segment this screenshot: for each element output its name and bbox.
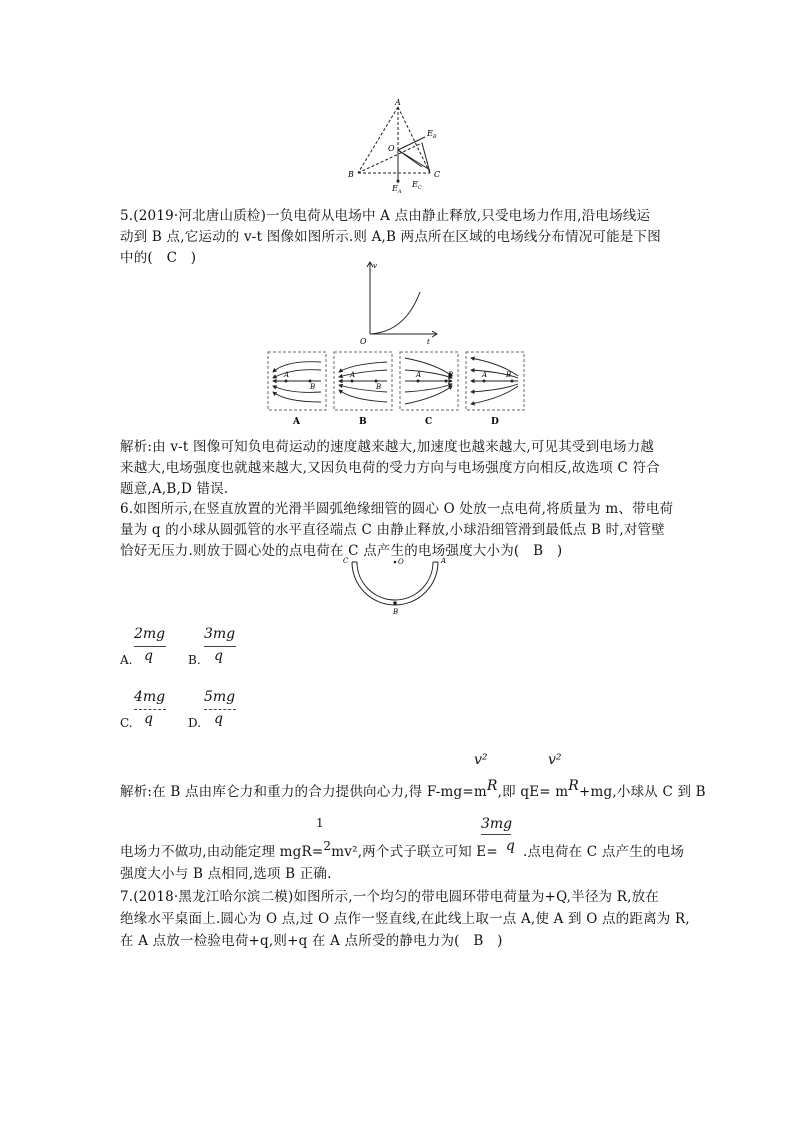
semi-label-C: C (343, 557, 349, 565)
q5-solution-line3: 题意,A,B,D 错误. (120, 481, 229, 497)
q5-solution-line2: 来越大,电场强度也就越来越大,又因负电荷的受力方向与电场强度方向相反,故选项 C 符合 (120, 460, 660, 476)
semi-label-O: O (398, 558, 404, 566)
semi-label-B: B (393, 608, 399, 616)
label-EC: $E_C$ (412, 180, 422, 191)
label-C: C (434, 170, 441, 179)
svg-text:A: A (284, 371, 290, 379)
option-label-a: A (293, 417, 300, 427)
label-B: B (348, 170, 354, 179)
svg-text:A: A (482, 371, 488, 379)
semicircle-tube-figure (340, 554, 450, 616)
vt-graph (355, 258, 445, 348)
label-EA: $E_A$ (392, 184, 402, 195)
label-EB: $E_B$ (427, 129, 437, 140)
semi-label-A: A (441, 557, 447, 565)
triangle-field-figure (340, 95, 450, 195)
q5-line2: 动到 B 点,它运动的 v-t 图像如图所示.则 A,B 两点所在区域的电场线分布情况可能是下图 (120, 229, 661, 245)
q6-line2: 量为 q 的小球从圆弧管的水平直径端点 C 由静止释放,小球沿细管滑到最低点 B 时,对管壁 (120, 522, 665, 538)
svg-text:B: B (506, 371, 512, 379)
q6-option-b[interactable]: B. 3mg q (188, 626, 236, 667)
option-panel-c (400, 352, 458, 410)
field-line-options (266, 350, 530, 430)
q7-line2: 绝缘水平桌面上.圆心为 O 点,过 O 点作一竖直线,在此线上取一点 A,使 A 到 O 点的距离为 R, (120, 911, 690, 927)
e-bar (481, 834, 511, 835)
option-panel-d (466, 352, 524, 410)
q6-option-a[interactable]: A. 2mg q (120, 626, 166, 667)
q6-solution-line3: 强度大小与 B 点相同,选项 B 正确. (120, 866, 332, 882)
v2-top-2: v² (548, 752, 562, 768)
svg-text:B: B (448, 371, 454, 379)
e-num: 3mg (481, 816, 513, 832)
q6-line3: 恰好无压力.则放于圆心处的点电荷在 C 点产生的电场强度大小为( B ) (120, 543, 563, 559)
q7-line1: 7.(2018·黑龙江哈尔滨二模)如图所示,一个均匀的带电圆环带电荷量为+Q,半径为 R,放在 (120, 889, 659, 905)
svg-text:A: A (350, 371, 356, 379)
option-panel-b (334, 352, 392, 410)
svg-text:B: B (376, 383, 382, 391)
q5-solution-line1: 解析:由 v-t 图像可知负电荷运动的速度越来越大,加速度也越来越大,可见其受到电场力越 (120, 439, 655, 455)
label-A: A (395, 98, 401, 107)
q6-solution-line1: 解析:在 B 点由库仑力和重力的合力提供向心力,得 F-mg=mR,即 qE= mR+mg,小球从 C 到 B (120, 778, 706, 800)
q5-line3: 中的( C ) (120, 250, 197, 266)
label-O: O (388, 144, 395, 153)
q5-line1: 5.(2019·河北唐山质检)一负电荷从电场中 A 点由静止释放,只受电场力作用,沿电场线运 (120, 208, 651, 224)
option-label-c: C (425, 417, 433, 427)
q7-line3: 在 A 点放一检验电荷+q,则+q 在 A 点所受的静电力为( B ) (120, 933, 503, 949)
vt-v-label: v (373, 262, 377, 270)
vt-t-label: t (427, 338, 430, 346)
vt-origin-label: O (360, 337, 367, 346)
q6-solution-line2: 电场力不做功,由动能定理 mgR=2mv²,两个式子联立可知 E= q .点电荷在 C 点产生的电场 (120, 838, 685, 860)
option-label-d: D (491, 417, 499, 427)
svg-text:B: B (310, 383, 316, 391)
v2-top-1: v² (474, 752, 488, 768)
option-label-b: B (359, 417, 367, 427)
half-num: 1 (316, 816, 324, 830)
option-panel-a (268, 352, 326, 410)
q6-option-d[interactable]: D. 5mg q (188, 689, 236, 730)
svg-text:A: A (416, 371, 422, 379)
q6-option-c[interactable]: C. 4mg q (120, 689, 166, 730)
q6-line1: 6.如图所示,在竖直放置的光滑半圆弧绝缘细管的圆心 O 处放一点电荷,将质量为 m、带电荷 (120, 501, 674, 517)
